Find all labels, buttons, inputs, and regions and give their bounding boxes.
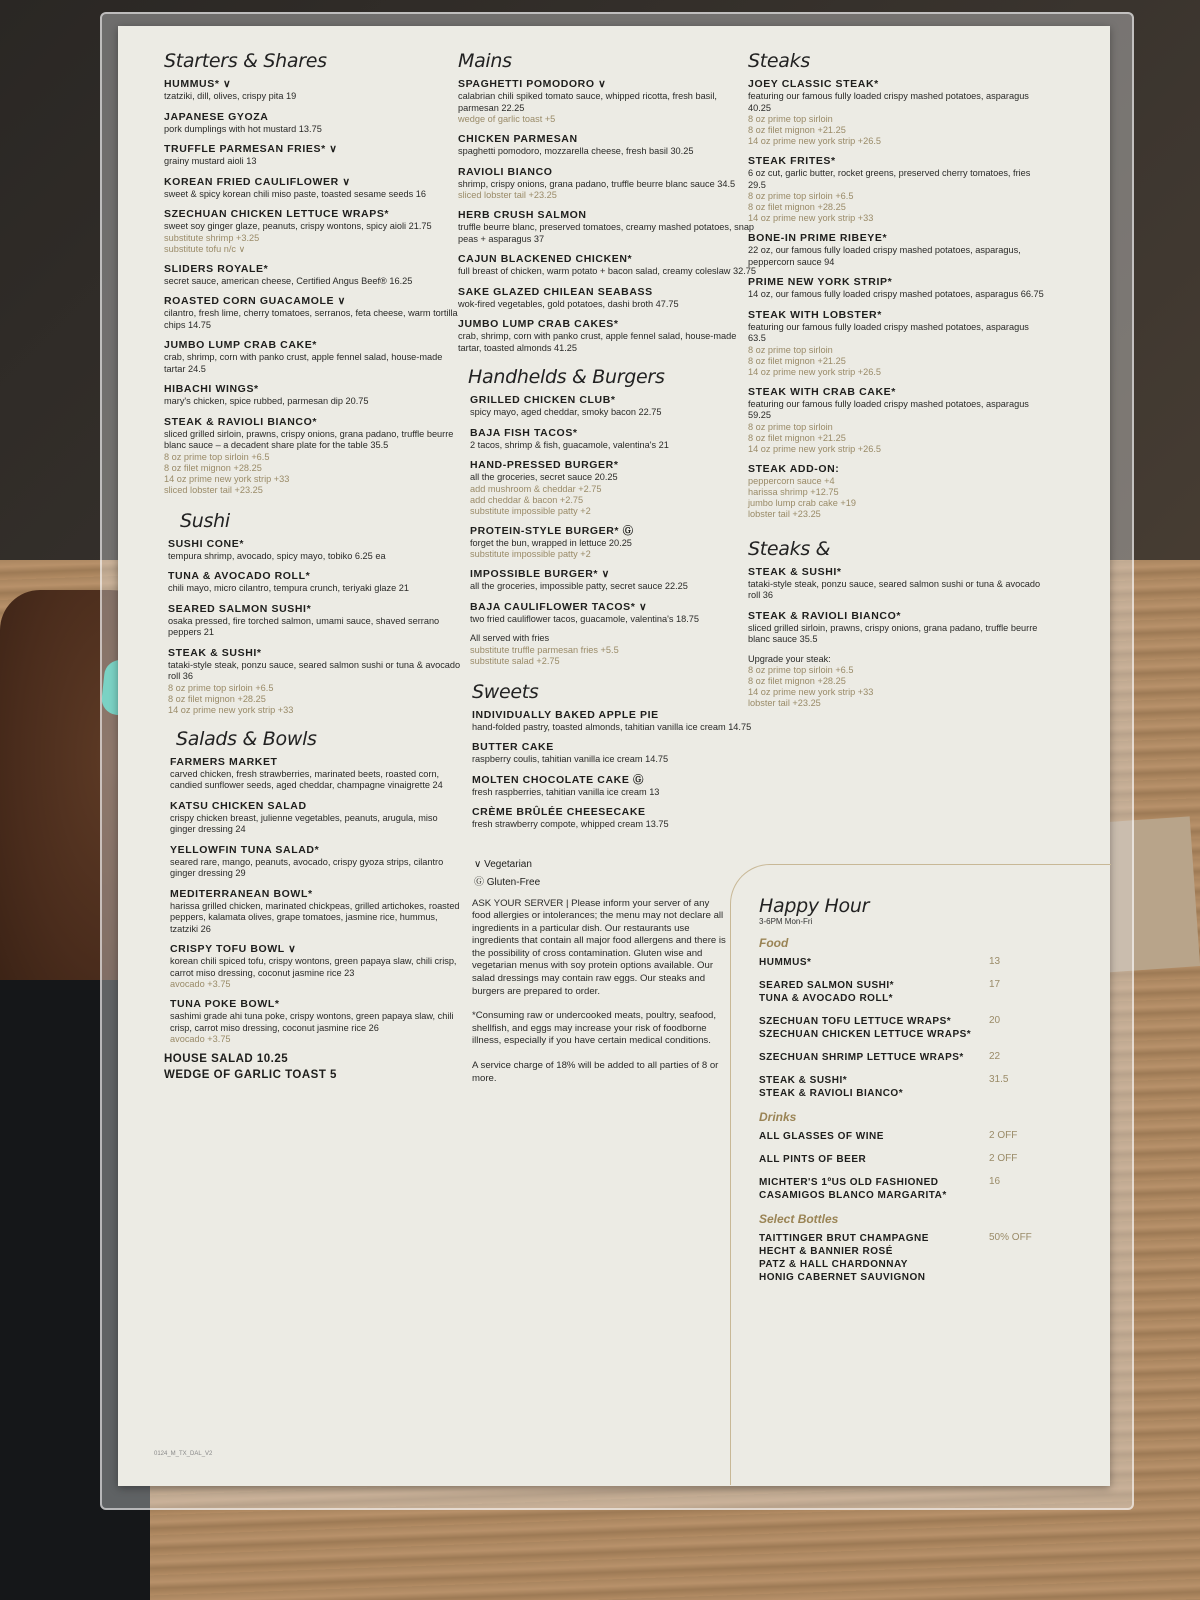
menu-item <box>472 741 758 766</box>
happy-hour-item-names <box>759 956 989 969</box>
menu-item-name: STEAK & RAVIOLI BIANCO* <box>164 415 318 428</box>
menu-item-addon: 8 oz filet mignon +21.25 <box>748 355 846 366</box>
menu-item-description: hand-folded pastry, toasted almonds, tahitian vanilla ice cream 14.75 <box>472 721 752 732</box>
menu-item-name: CHICKEN PARMESAN <box>458 133 578 145</box>
menu-item-name: IMPOSSIBLE BURGER* ∨ <box>470 568 610 580</box>
menu-item <box>748 309 1048 378</box>
menu-item-description: tempura shrimp, avocado, spicy mayo, tobiko 6.25 ea <box>168 550 386 561</box>
happy-hour-item-name: ALL PINTS OF BEER <box>759 1154 867 1165</box>
menu-item-description: crab, shrimp, corn with panko crust, apple fennel salad, house-made tartar 24.5 <box>164 352 443 374</box>
menu-item-name: JUMBO LUMP CRAB CAKE* <box>164 339 317 351</box>
menu-item <box>458 166 758 202</box>
menu-sheet <box>118 26 1110 1486</box>
menu-item <box>472 709 758 734</box>
menu-item-name: STEAK WITH LOBSTER* <box>748 308 882 321</box>
menu-item <box>170 800 464 836</box>
happy-hour-item-name: CASAMIGOS BLANCO MARGARITA* <box>759 1190 947 1201</box>
section-title-sweets: Sweets <box>472 680 539 703</box>
menu-item <box>170 888 464 936</box>
menu-item-description: sliced grilled sirloin, prawns, crispy onions, grana padano, truffle beurre blanc sauce 35.5 <box>748 622 1038 644</box>
menu-item-addon: 14 oz prime new york strip +26.5 <box>748 366 882 377</box>
menu-item <box>748 610 1048 646</box>
menu-item-description: crispy chicken breast, julienne vegetables, peanuts, arugula, miso ginger dressing 24 <box>170 812 438 834</box>
menu-item <box>164 263 464 288</box>
menu-item-description: chili mayo, micro cilantro, tempura crunch, teriyaki glaze 21 <box>168 583 410 593</box>
menu-item-description: all the groceries, impossible patty, secret sauce 22.25 <box>470 581 688 591</box>
menu-item-name: STEAK FRITES* <box>748 155 836 167</box>
menu-item <box>164 111 464 136</box>
menu-item-addon: wedge of garlic toast +5 <box>458 114 556 124</box>
menu-item <box>470 568 758 593</box>
menu-item-description: pork dumplings with hot mustard 13.75 <box>164 123 322 134</box>
upgrade-add: 14 oz prime new york strip +33 <box>748 687 874 697</box>
menu-item-name: STEAK ADD-ON: <box>748 462 840 475</box>
happy-hour-hours: 3-6PM Mon-Fri <box>759 917 813 926</box>
happy-hour-item-price: 2 OFF <box>989 1153 1018 1164</box>
menu-item <box>164 208 464 255</box>
menu-item-addon: 8 oz filet mignon +21.25 <box>748 125 846 135</box>
upgrade-add: 8 oz prime top sirloin +6.5 <box>748 665 854 675</box>
menu-item <box>168 647 464 716</box>
column-middle <box>458 50 758 1085</box>
menu-item <box>470 394 758 419</box>
menu-item-name: SPAGHETTI POMODORO ∨ <box>458 78 607 90</box>
fries-note-add: substitute salad +2.75 <box>470 655 560 666</box>
menu-item <box>748 386 1048 455</box>
menu-item-description: harissa grilled chicken, marinated chickpeas, grilled artichokes, roasted peppers, kalamata olives, grape tomatoes, jasmine rice, hummus, tzatziki 26 <box>170 900 460 934</box>
menu-item-description: cilantro, fresh lime, cherry tomatoes, serranos, feta cheese, warm tortilla chips 14.75 <box>164 308 458 330</box>
menu-item-addon: 14 oz prime new york strip +33 <box>748 213 874 223</box>
menu-item-description: shrimp, crispy onions, grana padano, truffle beurre blanc sauce 34.5 <box>458 178 736 189</box>
happy-hour-item-name: SEARED SALMON SUSHI* <box>759 980 895 991</box>
menu-item <box>458 78 758 125</box>
menu-item-name: JOEY CLASSIC STEAK* <box>748 78 879 90</box>
notices <box>458 898 727 1086</box>
happy-hour-food-label: Food <box>759 936 789 950</box>
bottle-name: HECHT & BANNIER ROSÉ <box>759 1246 893 1257</box>
menu-item-description: tataki-style steak, ponzu sauce, seared salmon sushi or tuna & avocado roll 36 <box>168 659 461 681</box>
menu-item-description: 14 oz, our famous fully loaded crispy mashed potatoes, asparagus 66.75 <box>748 289 1044 299</box>
happy-hour-item-name: SZECHUAN TOFU LETTUCE WRAPS* <box>759 1016 952 1027</box>
menu-item-addon: peppercorn sauce +4 <box>748 475 835 486</box>
menu-item-addon: substitute shrimp +3.25 <box>164 232 260 243</box>
menu-item <box>170 756 464 792</box>
menu-item-addon: harissa shrimp +12.75 <box>748 486 839 497</box>
column-left <box>164 50 464 1085</box>
happy-hour-item-name: TUNA & AVOCADO ROLL* <box>759 993 894 1004</box>
menu-item-description: spicy mayo, aged cheddar, smoky bacon 22.75 <box>470 407 662 417</box>
raw-food-notice: *Consuming raw or undercooked meats, poultry, seafood, shellfish, and eggs may increase your risk of foodborne illness, especially if you have certain medical conditions. <box>472 1010 717 1047</box>
happy-hour-row <box>759 1015 1079 1041</box>
fries-note <box>458 633 758 667</box>
menu-item-addon: 8 oz prime top sirloin <box>748 344 833 355</box>
bottle-name: PATZ & HALL CHARDONNAY <box>759 1259 908 1270</box>
menu-item-addon: substitute tofu n/c ∨ <box>164 243 246 254</box>
happy-hour-item-name: STEAK & RAVIOLI BIANCO* <box>759 1088 904 1099</box>
menu-item-name: JUMBO LUMP CRAB CAKES* <box>458 318 619 330</box>
menu-item-name: PROTEIN-STYLE BURGER* Ⓖ <box>470 524 634 537</box>
menu-item-addon: 14 oz prime new york strip +26.5 <box>748 136 882 146</box>
menu-item-description: two fried cauliflower tacos, guacamole, valentina's 18.75 <box>470 613 700 624</box>
menu-item-name: SEARED SALMON SUSHI* <box>168 602 312 615</box>
menu-item-addon: 14 oz prime new york strip +33 <box>168 704 294 715</box>
menu-item-name: YELLOWFIN TUNA SALAD* <box>170 843 320 856</box>
menu-item-name: STEAK & RAVIOLI BIANCO* <box>748 609 902 622</box>
happy-hour-item-price: 31.5 <box>989 1074 1009 1085</box>
menu-item-description: 6 oz cut, garlic butter, rocket greens, preserved cherry tomatoes, fries 29.5 <box>748 168 1031 190</box>
happy-hour-item-names <box>759 1051 989 1064</box>
menu-item-name: RAVIOLI BIANCO <box>458 165 553 178</box>
menu-item-addon: 8 oz prime top sirloin +6.5 <box>168 682 274 693</box>
menu-item <box>164 143 464 168</box>
section-title-handhelds: Handhelds & Burgers <box>468 366 665 388</box>
menu-item-name: KATSU CHICKEN SALAD <box>170 799 307 812</box>
menu-item-addon: sliced lobster tail +23.25 <box>458 190 557 200</box>
section-title-salads: Salads & Bowls <box>176 727 317 750</box>
dietary-legend <box>458 859 758 888</box>
fries-note-add: substitute truffle parmesan fries +5.5 <box>470 644 619 655</box>
menu-item-name: BUTTER CAKE <box>472 741 554 753</box>
happy-hour-item-name: ALL GLASSES OF WINE <box>759 1131 884 1142</box>
menu-item-description: tataki-style steak, ponzu sauce, seared salmon sushi or tuna & avocado roll 36 <box>748 578 1041 600</box>
menu-item <box>472 806 758 831</box>
menu-item <box>470 427 758 452</box>
menu-item-description: carved chicken, fresh strawberries, marinated beets, roasted corn, candied sunflower seeds, aged cheddar, champagne vinaigrette 24 <box>170 768 443 790</box>
menu-item-name: MOLTEN CHOCOLATE CAKE Ⓖ <box>472 773 645 786</box>
menu-item-name: SAKE GLAZED CHILEAN SEABASS <box>458 285 653 298</box>
sushi-list <box>164 538 464 716</box>
bottle-name: HONIG CABERNET SAUVIGNON <box>759 1272 926 1283</box>
menu-item-name: FARMERS MARKET <box>170 755 278 768</box>
section-title-steaks-and: Steaks & <box>748 537 831 560</box>
menu-item-description: truffle beurre blanc, preserved tomatoes, creamy mashed potatoes, snap peas + asparagus 37 <box>458 222 755 244</box>
menu-item-description: featuring our famous fully loaded crispy mashed potatoes, asparagus 63.5 <box>748 321 1029 343</box>
menu-item-description: tzatziki, dill, olives, crispy pita 19 <box>164 91 297 101</box>
menu-item-description: raspberry coulis, tahitian vanilla ice cream 14.75 <box>472 754 669 764</box>
menu-item-name: SZECHUAN CHICKEN LETTUCE WRAPS* <box>164 208 390 220</box>
menu-item <box>748 232 1048 268</box>
menu-item-addon: 14 oz prime new york strip +33 <box>164 473 290 484</box>
menu-item <box>458 318 758 354</box>
menu-item-addon: 8 oz prime top sirloin <box>748 421 833 432</box>
happy-hour-item-names <box>759 1153 989 1166</box>
menu-item-name: TUNA POKE BOWL* <box>170 998 280 1010</box>
happy-hour-drinks-label: Drinks <box>759 1110 797 1124</box>
menu-item-description: featuring our famous fully loaded crispy mashed potatoes, asparagus 40.25 <box>748 91 1029 113</box>
menu-item-name: CRISPY TOFU BOWL ∨ <box>170 943 297 955</box>
happy-hour-drinks-list <box>759 1130 1079 1202</box>
gluten-free-legend: Ⓖ Gluten-Free <box>474 876 541 888</box>
menu-item-description: spaghetti pomodoro, mozzarella cheese, fresh basil 30.25 <box>458 146 694 156</box>
menu-item-addon: add mushroom & cheddar +2.75 <box>470 483 602 494</box>
section-title-sushi: Sushi <box>180 509 230 532</box>
menu-item-name: STEAK WITH CRAB CAKE* <box>748 385 896 398</box>
menu-item <box>164 416 464 496</box>
salads-list <box>164 756 464 1046</box>
happy-hour-item-price: 22 <box>989 1051 1001 1062</box>
menu-item-name: CAJUN BLACKENED CHICKEN* <box>458 253 633 265</box>
menu-item <box>164 383 464 408</box>
menu-item-addon: avocado +3.75 <box>170 1034 231 1044</box>
menu-item-description: crab, shrimp, corn with panko crust, apple fennel salad, house-made tartar, toasted almonds 41.25 <box>458 331 737 353</box>
menu-item <box>458 286 758 311</box>
menu-item-name: HIBACHI WINGS* <box>164 383 259 395</box>
happy-hour-row <box>759 1074 1079 1100</box>
menu-item-name: TUNA & AVOCADO ROLL* <box>168 570 311 582</box>
menu-item <box>164 295 464 331</box>
menu-item-addon: substitute impossible patty +2 <box>470 549 591 559</box>
menu-item <box>470 459 758 517</box>
happy-hour-row <box>759 1051 1079 1064</box>
section-title-starters: Starters & Shares <box>164 50 327 72</box>
menu-item-description: seared rare, mango, peanuts, avocado, crispy gyoza strips, cilantro ginger dressing 29 <box>170 856 444 878</box>
happy-hour-item-names <box>759 979 989 1005</box>
menu-item-description: full breast of chicken, warm potato + bacon salad, creamy coleslaw 32.75 <box>458 266 756 276</box>
menu-item-addon: 8 oz filet mignon +28.25 <box>168 693 266 704</box>
menu-item-addon: 8 oz filet mignon +21.25 <box>748 432 846 443</box>
happy-hour-item-price: 13 <box>989 956 1001 967</box>
menu-item-name: HAND-PRESSED BURGER* <box>470 459 619 471</box>
menu-item-description: wok-fired vegetables, gold potatoes, dashi broth 47.75 <box>458 298 679 309</box>
menu-item-addon: 14 oz prime new york strip +26.5 <box>748 443 882 454</box>
service-charge-notice: A service charge of 18% will be added to all parties of 8 or more. <box>472 1060 719 1084</box>
menu-item-addon: substitute impossible patty +2 <box>470 505 591 516</box>
menu-item-description: mary's chicken, spice rubbed, parmesan dip 20.75 <box>164 396 369 406</box>
happy-hour-item-price: 17 <box>989 979 1001 990</box>
menu-item <box>170 998 464 1045</box>
steaks2-list <box>748 566 1048 646</box>
starters-list <box>164 78 464 496</box>
menu-item-name: GRILLED CHICKEN CLUB* <box>470 394 616 406</box>
menu-item-addon: sliced lobster tail +23.25 <box>164 484 263 495</box>
menu-item-description: sweet & spicy korean chili miso paste, toasted sesame seeds 16 <box>164 188 426 199</box>
menu-item-name: INDIVIDUALLY BAKED APPLE PIE <box>472 708 659 721</box>
allergy-notice: ASK YOUR SERVER | Please inform your server of any food allergies or intolerances; the menu may not declare all ingredients in a particular dish. Our restaurants use ingredients that contain all major food allergens and there is the possibility of cross contamination. Gluten wise and vegetarian menus with soy protein options available. Our salad dressings may contain raw eggs. Our steaks and burgers are prepared to order. <box>472 897 726 997</box>
menu-item-name: JAPANESE GYOZA <box>164 110 269 123</box>
section-title-steaks: Steaks <box>748 50 810 72</box>
menu-item-name: KOREAN FRIED CAULIFLOWER ∨ <box>164 175 351 188</box>
wedge-garlic-toast: WEDGE OF GARLIC TOAST 5 <box>164 1069 337 1081</box>
menu-item <box>470 601 758 626</box>
mains-list <box>458 78 758 354</box>
sweets-list <box>458 709 758 831</box>
menu-code: 0124_M_TX_DAL_V2 <box>154 1451 213 1457</box>
menu-item <box>164 176 464 201</box>
menu-item <box>168 570 464 595</box>
menu-item-description: fresh raspberries, tahitian vanilla ice cream 13 <box>472 786 660 797</box>
menu-item-name: BAJA CAULIFLOWER TACOS* ∨ <box>470 600 648 613</box>
handhelds-list <box>458 394 758 625</box>
section-title-mains: Mains <box>458 50 512 72</box>
happy-hour-content <box>759 895 1079 1294</box>
upgrade-add: lobster tail +23.25 <box>748 698 821 708</box>
menu-item-addon: 8 oz prime top sirloin +6.5 <box>748 191 854 201</box>
upgrade-steak <box>748 654 1048 710</box>
menu-item-name: ROASTED CORN GUACAMOLE ∨ <box>164 295 346 307</box>
happy-hour-item-price: 16 <box>989 1176 1001 1187</box>
menu-item-name: HERB CRUSH SALMON <box>458 209 587 221</box>
menu-item-name: SLIDERS ROYALE* <box>164 262 269 275</box>
upgrade-label: Upgrade your steak: <box>748 653 831 664</box>
menu-item-name: PRIME NEW YORK STRIP* <box>748 276 893 288</box>
menu-item <box>168 538 464 563</box>
happy-hour-item-names <box>759 1015 989 1041</box>
happy-hour-item-names <box>759 1074 989 1100</box>
menu-item-name: BONE-IN PRIME RIBEYE* <box>748 232 888 244</box>
bottle-name: TAITTINGER BRUT CHAMPAGNE <box>759 1233 929 1244</box>
happy-hour-item-price: 20 <box>989 1015 1001 1026</box>
menu-item <box>170 943 464 990</box>
menu-item-addon: add cheddar & bacon +2.75 <box>470 494 584 505</box>
menu-item-name: TRUFFLE PARMESAN FRIES* ∨ <box>164 143 338 155</box>
menu-item-addon: avocado +3.75 <box>170 979 231 989</box>
happy-hour-bottles-label: Select Bottles <box>759 1212 839 1226</box>
happy-hour-title: Happy Hour <box>759 895 870 917</box>
menu-item-name: MEDITERRANEAN BOWL* <box>170 887 313 900</box>
vegetarian-legend: ∨ Vegetarian <box>474 858 532 870</box>
menu-item-name: SUSHI CONE* <box>168 537 245 550</box>
house-salad: HOUSE SALAD 10.25 <box>164 1053 289 1065</box>
menu-item <box>168 603 464 639</box>
menu-item-description: 22 oz, our famous fully loaded crispy mashed potatoes, asparagus, peppercorn sauce 94 <box>748 245 1021 267</box>
menu-item <box>164 339 464 375</box>
happy-hour-food-list <box>759 956 1079 1100</box>
menu-item-description: grainy mustard aioli 13 <box>164 156 257 166</box>
menu-item-addon: 8 oz prime top sirloin +6.5 <box>164 451 270 462</box>
happy-hour-bottles <box>759 1232 1079 1284</box>
menu-item-description: fresh strawberry compote, whipped cream 13.75 <box>472 819 669 829</box>
bottle-names <box>759 1232 989 1284</box>
menu-item <box>164 78 464 103</box>
menu-item-name: BAJA FISH TACOS* <box>470 426 578 439</box>
menu-item <box>748 276 1048 301</box>
bottle-price: 50% OFF <box>989 1232 1032 1243</box>
menu-item-name: HUMMUS* ∨ <box>164 78 232 90</box>
menu-item-description: featuring our famous fully loaded crispy mashed potatoes, asparagus 59.25 <box>748 398 1029 420</box>
menu-item-description: forget the bun, wrapped in lettuce 20.25 <box>470 537 632 548</box>
column-right <box>748 50 1048 709</box>
steaks-list <box>748 78 1048 520</box>
menu-item-description: calabrian chili spiked tomato sauce, whipped ricotta, fresh basil, parmesan 22.25 <box>458 91 717 113</box>
menu-item <box>458 133 758 158</box>
happy-hour-item-names <box>759 1130 989 1143</box>
menu-item-description: sliced grilled sirloin, prawns, crispy onions, grana padano, truffle beurre blanc sauce – a decadent share plate for the table 35.5 <box>164 428 454 450</box>
happy-hour-item-name: SZECHUAN SHRIMP LETTUCE WRAPS* <box>759 1052 964 1063</box>
menu-item <box>458 253 758 278</box>
happy-hour-row <box>759 1153 1079 1166</box>
menu-item-description: secret sauce, american cheese, Certified Angus Beef® 16.25 <box>164 275 413 286</box>
upgrade-add: 8 oz filet mignon +28.25 <box>748 676 846 686</box>
menu-item-addon: jumbo lump crab cake +19 <box>748 497 857 508</box>
menu-item-description: osaka pressed, fire torched salmon, umami sauce, shaved serrano peppers 21 <box>168 615 440 637</box>
happy-hour-item-name: SZECHUAN CHICKEN LETTUCE WRAPS* <box>759 1029 972 1040</box>
menu-item-addon: 8 oz filet mignon +28.25 <box>164 462 262 473</box>
menu-item <box>170 844 464 880</box>
menu-item-description: 2 tacos, shrimp & fish, guacamole, valentina's 21 <box>470 439 669 450</box>
menu-item-name: STEAK & SUSHI* <box>748 565 842 578</box>
menu-item <box>470 525 758 561</box>
menu-item-name: STEAK & SUSHI* <box>168 646 262 659</box>
menu-item <box>748 155 1048 224</box>
menu-item-addon: 8 oz prime top sirloin <box>748 114 833 124</box>
happy-hour-item-name: STEAK & SUSHI* <box>759 1075 848 1086</box>
fries-note-text: All served with fries <box>470 633 550 643</box>
happy-hour-item-price: 2 OFF <box>989 1130 1018 1141</box>
happy-hour-panel <box>730 864 1111 1485</box>
menu-item-description: sweet soy ginger glaze, peanuts, crispy wontons, spicy aioli 21.75 <box>164 221 432 231</box>
happy-hour-item-name: HUMMUS* <box>759 957 812 968</box>
menu-item-description: korean chili spiced tofu, crispy wontons, green papaya slaw, chili crisp, carrot miso dressing, coconut jasmine rice 23 <box>170 956 457 978</box>
menu-item-description: sashimi grade ahi tuna poke, crispy wontons, green papaya slaw, chili crisp, carrot miso dressing, coconut jasmine rice 26 <box>170 1011 454 1033</box>
menu-item-addon: 8 oz filet mignon +28.25 <box>748 202 846 212</box>
menu-item-description: all the groceries, secret sauce 20.25 <box>470 472 618 482</box>
menu-item <box>748 566 1048 602</box>
happy-hour-item-name: MICHTER'S 1ºUS OLD FASHIONED <box>759 1177 939 1188</box>
happy-hour-item-names <box>759 1176 989 1202</box>
menu-item-name: CRÈME BRÛLÉE CHEESECAKE <box>472 806 646 818</box>
menu-item <box>458 209 758 245</box>
happy-hour-row <box>759 956 1079 969</box>
menu-item <box>472 774 758 799</box>
happy-hour-row <box>759 979 1079 1005</box>
menu-item <box>748 78 1048 147</box>
happy-hour-row <box>759 1130 1079 1143</box>
happy-hour-row <box>759 1176 1079 1202</box>
menu-item <box>748 463 1048 520</box>
menu-item-addon: lobster tail +23.25 <box>748 508 821 519</box>
